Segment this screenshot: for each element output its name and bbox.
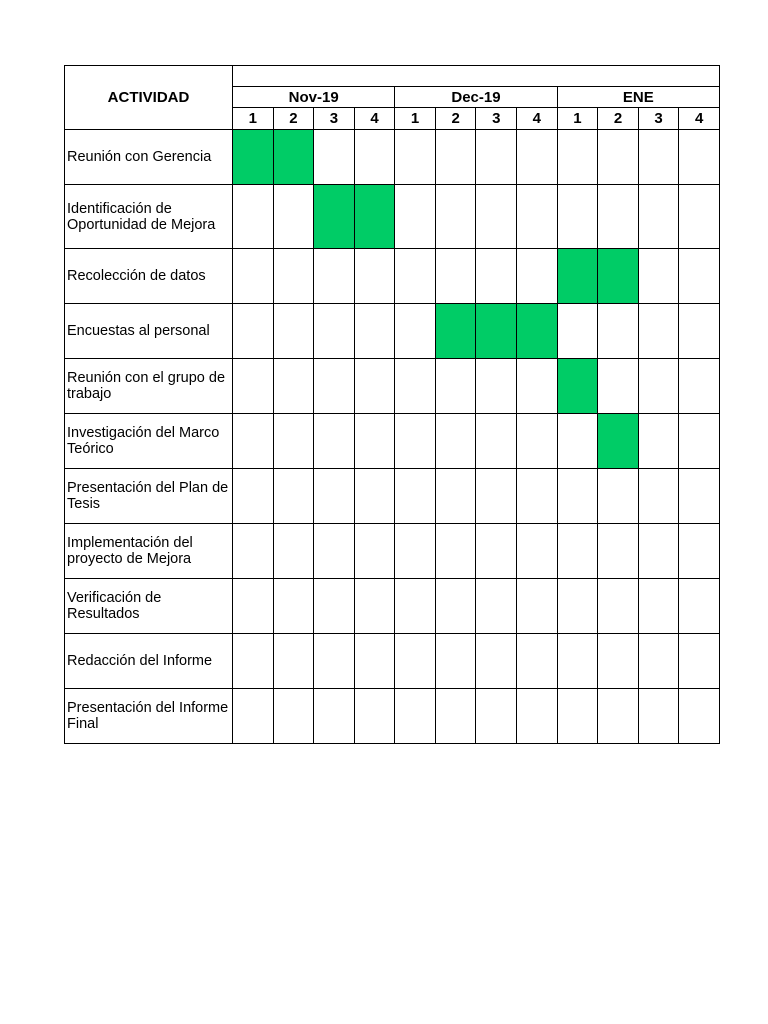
schedule-cell[interactable]: [395, 469, 436, 524]
task-row: [65, 689, 720, 744]
task-row: [65, 579, 720, 634]
schedule-cell[interactable]: [233, 359, 274, 414]
schedule-cell[interactable]: [638, 359, 679, 414]
schedule-cell[interactable]: [517, 414, 558, 469]
gantt-bar-cell[interactable]: [476, 304, 517, 359]
schedule-cell[interactable]: [354, 524, 395, 579]
schedule-cell[interactable]: [435, 469, 476, 524]
schedule-cell[interactable]: [273, 249, 314, 304]
schedule-cell[interactable]: [557, 689, 598, 744]
task-row: [65, 524, 720, 579]
schedule-cell[interactable]: [354, 130, 395, 185]
week-number-cell[interactable]: 3: [638, 108, 679, 130]
schedule-cell[interactable]: [395, 689, 436, 744]
schedule-cell[interactable]: [273, 414, 314, 469]
schedule-cell[interactable]: [314, 249, 355, 304]
gantt-table: [64, 65, 720, 744]
task-label-cell[interactable]: Encuestas al personal: [65, 304, 233, 359]
schedule-cell[interactable]: [354, 579, 395, 634]
schedule-cell[interactable]: [557, 414, 598, 469]
schedule-cell[interactable]: [598, 469, 639, 524]
task-label-cell[interactable]: Presentación del Informe Final: [65, 689, 233, 744]
task-label-cell[interactable]: Redacción del Informe: [65, 634, 233, 689]
gantt-chart: [64, 65, 704, 763]
schedule-cell[interactable]: [476, 359, 517, 414]
schedule-cell[interactable]: [476, 579, 517, 634]
schedule-cell[interactable]: [273, 469, 314, 524]
schedule-cell[interactable]: [354, 634, 395, 689]
schedule-cell[interactable]: [517, 185, 558, 249]
schedule-cell[interactable]: [476, 524, 517, 579]
schedule-cell[interactable]: [598, 689, 639, 744]
week-number-cell[interactable]: 2: [598, 108, 639, 130]
schedule-cell[interactable]: [638, 579, 679, 634]
schedule-cell[interactable]: [517, 130, 558, 185]
schedule-cell[interactable]: [354, 689, 395, 744]
task-row: [65, 185, 720, 249]
gantt-bar-cell[interactable]: [557, 359, 598, 414]
gantt-bar-cell[interactable]: [435, 304, 476, 359]
schedule-cell[interactable]: [638, 249, 679, 304]
week-number-cell[interactable]: 1: [557, 108, 598, 130]
schedule-cell[interactable]: [435, 579, 476, 634]
schedule-cell[interactable]: [598, 185, 639, 249]
schedule-cell[interactable]: [435, 414, 476, 469]
schedule-cell[interactable]: [557, 634, 598, 689]
schedule-cell[interactable]: [273, 579, 314, 634]
week-number-cell[interactable]: 2: [273, 108, 314, 130]
schedule-cell[interactable]: [435, 249, 476, 304]
gantt-bar-cell[interactable]: [354, 185, 395, 249]
month-header-ene[interactable]: ENE: [557, 87, 719, 108]
task-row: [65, 130, 720, 185]
schedule-cell[interactable]: [395, 579, 436, 634]
schedule-cell[interactable]: [517, 359, 558, 414]
schedule-cell[interactable]: [476, 634, 517, 689]
schedule-cell[interactable]: [638, 414, 679, 469]
schedule-cell[interactable]: [557, 130, 598, 185]
task-row: [65, 304, 720, 359]
schedule-cell[interactable]: [435, 130, 476, 185]
schedule-cell[interactable]: [679, 359, 720, 414]
schedule-cell[interactable]: [517, 579, 558, 634]
schedule-cell[interactable]: [273, 634, 314, 689]
schedule-cell[interactable]: [314, 304, 355, 359]
week-number-cell[interactable]: 3: [476, 108, 517, 130]
schedule-cell[interactable]: [679, 130, 720, 185]
week-number-cell[interactable]: 4: [679, 108, 720, 130]
schedule-cell[interactable]: [557, 524, 598, 579]
schedule-cell[interactable]: [314, 469, 355, 524]
week-number-cell[interactable]: 1: [233, 108, 274, 130]
schedule-cell[interactable]: [435, 689, 476, 744]
schedule-cell[interactable]: [314, 579, 355, 634]
schedule-cell[interactable]: [233, 414, 274, 469]
schedule-cell[interactable]: [233, 249, 274, 304]
schedule-cell[interactable]: [638, 524, 679, 579]
schedule-cell[interactable]: [476, 414, 517, 469]
schedule-cell[interactable]: [233, 634, 274, 689]
task-row: [65, 469, 720, 524]
gantt-bar-cell[interactable]: [233, 130, 274, 185]
header-row-top: [65, 66, 720, 87]
week-number-cell[interactable]: 4: [354, 108, 395, 130]
schedule-cell[interactable]: [233, 469, 274, 524]
gantt-bar-cell[interactable]: [598, 414, 639, 469]
schedule-cell[interactable]: [395, 304, 436, 359]
schedule-cell[interactable]: [435, 634, 476, 689]
task-row: [65, 249, 720, 304]
week-number-cell[interactable]: 2: [435, 108, 476, 130]
schedule-cell[interactable]: [517, 524, 558, 579]
schedule-cell[interactable]: [395, 414, 436, 469]
schedule-cell[interactable]: [395, 634, 436, 689]
schedule-cell[interactable]: [598, 359, 639, 414]
schedule-cell[interactable]: [598, 304, 639, 359]
schedule-cell[interactable]: [233, 185, 274, 249]
header-blank-cell[interactable]: [233, 66, 720, 87]
schedule-cell[interactable]: [598, 579, 639, 634]
schedule-cell[interactable]: [354, 414, 395, 469]
schedule-cell[interactable]: [354, 359, 395, 414]
schedule-cell[interactable]: [517, 249, 558, 304]
schedule-cell[interactable]: [435, 359, 476, 414]
gantt-bar-cell[interactable]: [273, 130, 314, 185]
schedule-cell[interactable]: [517, 634, 558, 689]
task-row: [65, 634, 720, 689]
schedule-cell[interactable]: [679, 579, 720, 634]
week-number-cell[interactable]: 1: [395, 108, 436, 130]
schedule-cell[interactable]: [679, 469, 720, 524]
schedule-cell[interactable]: [395, 524, 436, 579]
schedule-cell[interactable]: [233, 304, 274, 359]
schedule-cell[interactable]: [314, 524, 355, 579]
gantt-bar-cell[interactable]: [314, 185, 355, 249]
gantt-bar-cell[interactable]: [557, 249, 598, 304]
task-label-cell[interactable]: Implementación del proyecto de Mejora: [65, 524, 233, 579]
schedule-cell[interactable]: [598, 634, 639, 689]
schedule-cell[interactable]: [638, 130, 679, 185]
schedule-cell[interactable]: [354, 304, 395, 359]
task-label-cell[interactable]: Reunión con el grupo de trabajo: [65, 359, 233, 414]
schedule-cell[interactable]: [435, 524, 476, 579]
schedule-cell[interactable]: [476, 689, 517, 744]
schedule-cell[interactable]: [679, 185, 720, 249]
task-label-cell[interactable]: Recolección de datos: [65, 249, 233, 304]
schedule-cell[interactable]: [679, 249, 720, 304]
schedule-cell[interactable]: [557, 579, 598, 634]
month-header-dec[interactable]: Dec-19: [395, 87, 557, 108]
schedule-cell[interactable]: [679, 689, 720, 744]
gantt-bar-cell[interactable]: [598, 249, 639, 304]
schedule-cell[interactable]: [273, 359, 314, 414]
activity-header[interactable]: ACTIVIDAD: [65, 66, 233, 130]
schedule-cell[interactable]: [273, 689, 314, 744]
schedule-cell[interactable]: [598, 130, 639, 185]
schedule-cell[interactable]: [476, 130, 517, 185]
schedule-cell[interactable]: [273, 524, 314, 579]
schedule-cell[interactable]: [233, 579, 274, 634]
schedule-cell[interactable]: [476, 469, 517, 524]
schedule-cell[interactable]: [233, 524, 274, 579]
schedule-cell[interactable]: [233, 689, 274, 744]
schedule-cell[interactable]: [273, 185, 314, 249]
task-label-cell[interactable]: Presentación del Plan de Tesis: [65, 469, 233, 524]
schedule-cell[interactable]: [598, 524, 639, 579]
schedule-cell[interactable]: [557, 469, 598, 524]
task-label-cell[interactable]: Investigación del Marco Teórico: [65, 414, 233, 469]
task-row: [65, 414, 720, 469]
schedule-cell[interactable]: [314, 130, 355, 185]
schedule-cell[interactable]: [517, 469, 558, 524]
task-label-cell[interactable]: Verificación de Resultados: [65, 579, 233, 634]
schedule-cell[interactable]: [679, 634, 720, 689]
schedule-cell[interactable]: [557, 304, 598, 359]
schedule-cell[interactable]: [679, 414, 720, 469]
week-number-cell[interactable]: 3: [314, 108, 355, 130]
schedule-cell[interactable]: [638, 689, 679, 744]
schedule-cell[interactable]: [435, 185, 476, 249]
schedule-cell[interactable]: [314, 414, 355, 469]
gantt-bar-cell[interactable]: [517, 304, 558, 359]
task-label-cell[interactable]: Reunión con Gerencia: [65, 130, 233, 185]
schedule-cell[interactable]: [679, 524, 720, 579]
schedule-cell[interactable]: [395, 130, 436, 185]
schedule-cell[interactable]: [395, 359, 436, 414]
schedule-cell[interactable]: [395, 249, 436, 304]
schedule-cell[interactable]: [476, 185, 517, 249]
schedule-cell[interactable]: [395, 185, 436, 249]
schedule-cell[interactable]: [638, 185, 679, 249]
schedule-cell[interactable]: [354, 469, 395, 524]
schedule-cell[interactable]: [638, 304, 679, 359]
schedule-cell[interactable]: [638, 634, 679, 689]
schedule-cell[interactable]: [354, 249, 395, 304]
schedule-cell[interactable]: [314, 359, 355, 414]
schedule-cell[interactable]: [476, 249, 517, 304]
schedule-cell[interactable]: [273, 304, 314, 359]
schedule-cell[interactable]: [679, 304, 720, 359]
schedule-cell[interactable]: [557, 185, 598, 249]
schedule-cell[interactable]: [638, 469, 679, 524]
week-number-cell[interactable]: 4: [517, 108, 558, 130]
task-label-cell[interactable]: Identificación de Oportunidad de Mejora: [65, 185, 233, 249]
schedule-cell[interactable]: [314, 689, 355, 744]
schedule-cell[interactable]: [314, 634, 355, 689]
schedule-cell[interactable]: [517, 689, 558, 744]
task-row: [65, 359, 720, 414]
month-header-nov[interactable]: Nov-19: [233, 87, 395, 108]
